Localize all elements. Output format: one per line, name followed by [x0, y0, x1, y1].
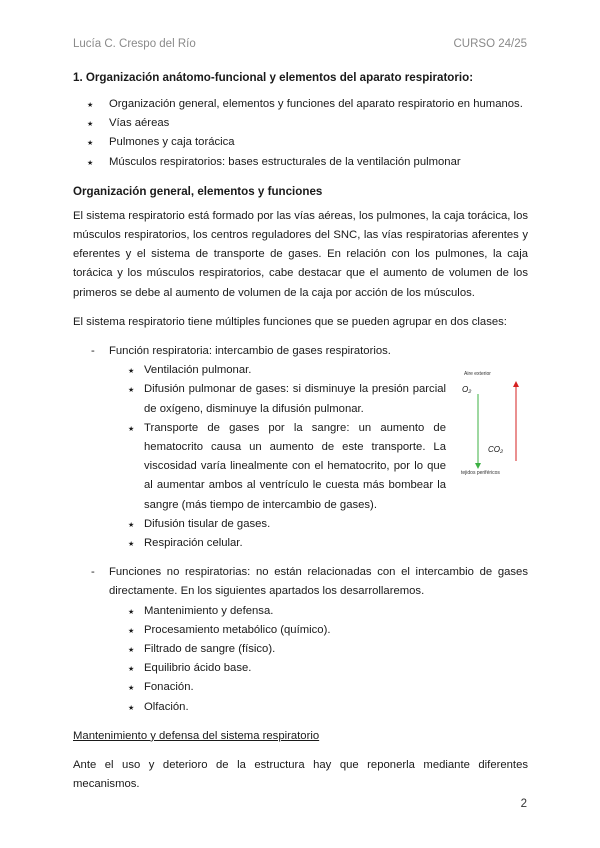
header-author: Lucía C. Crespo del Río [73, 38, 196, 50]
figure-o2-label: O₂ [462, 385, 472, 395]
figure-co2-label: CO₂ [488, 445, 504, 455]
list-item: ★ Olfación. [73, 698, 528, 717]
header-course: CURSO 24/25 [453, 38, 527, 50]
list-item: ★ Ventilación pulmonar. [73, 361, 446, 380]
list-item: ★ Difusión pulmonar de gases: si disminuye la presión parcial de oxígeno, disminuye la difusión pulmonar. [73, 380, 446, 418]
list-item: ★ Filtrado de sangre (físico). [73, 640, 528, 659]
paragraph: Ante el uso y deterioro de la estructura hay que reponerla mediante diferentes mecanismos. [73, 759, 528, 791]
list-item: ★ Mantenimiento y defensa. [73, 602, 528, 621]
list-item: ★ Fonación. [73, 678, 528, 697]
figure-bottom-label: tejidos periféricos [461, 470, 500, 477]
list-item: ★ Equilibrio ácido base. [73, 659, 528, 678]
list-item: ★ Difusión tisular de gases. [73, 515, 446, 534]
function-label: - Función respiratoria: intercambio de gases respiratorios. [73, 342, 528, 361]
section-title: 1. Organización anátomo-funcional y elementos del aparato respiratorio: [73, 71, 474, 84]
paragraph: El sistema respiratorio está formado por las vías aéreas, los pulmones, la caja torácica, los músculos respiratorios, los centros reguladores del SNC, las vías respiratorias aferentes y eferentes y el sistema de transporte de gases. En relación con los pulmones, la caja torácica y los músculos respiratorios, cabe destacar que el aumento de volumen de los primeros se debe al aumento de volumen de la caja por acción de los músculos. [73, 209, 528, 299]
function-respiratory [73, 342, 528, 553]
list-item: ★ Músculos respiratorios: bases estructurales de la ventilación pulmonar [73, 153, 528, 172]
subsection-title: Organización general, elementos y funciones [73, 184, 323, 198]
gas-exchange-figure [458, 366, 528, 476]
list-item: ★ Transporte de gases por la sangre: un aumento de hematocrito causa un aumento de este transporte. La viscosidad varía linealmente con el hematocrito, por lo que al aumentar ambos al ventrículo le cuesta más bombear la sangre (más tiempo de intercambio de gases). [73, 419, 446, 515]
figure-top-label: Aire exterior [464, 371, 491, 378]
function-label: - Funciones no respiratorias: no están relacionadas con el intercambio de gases directamente. En los siguientes apartados los desarrollaremos. [73, 563, 528, 601]
page-content [73, 68, 528, 805]
maintenance-defense-link[interactable]: Mantenimiento y defensa del sistema respiratorio [73, 729, 320, 742]
list-item: ★ Procesamiento metabólico (químico). [73, 621, 528, 640]
o2-arrowhead [475, 463, 481, 469]
co2-arrowhead [513, 381, 519, 387]
paragraph: El sistema respiratorio tiene múltiples funciones que se pueden agrupar en dos clases: [73, 315, 507, 328]
list-item: ★ Vías aéreas [73, 114, 528, 133]
function2-items [73, 602, 528, 717]
list-item: ★ Pulmones y caja torácica [73, 133, 528, 152]
list-item: ★ Organización general, elementos y funciones del aparato respiratorio en humanos. [73, 95, 528, 114]
page-number: 2 [520, 798, 527, 810]
list-item: ★ Respiración celular. [73, 534, 446, 553]
function-nonrespiratory [73, 563, 528, 717]
topics-list [73, 95, 528, 172]
